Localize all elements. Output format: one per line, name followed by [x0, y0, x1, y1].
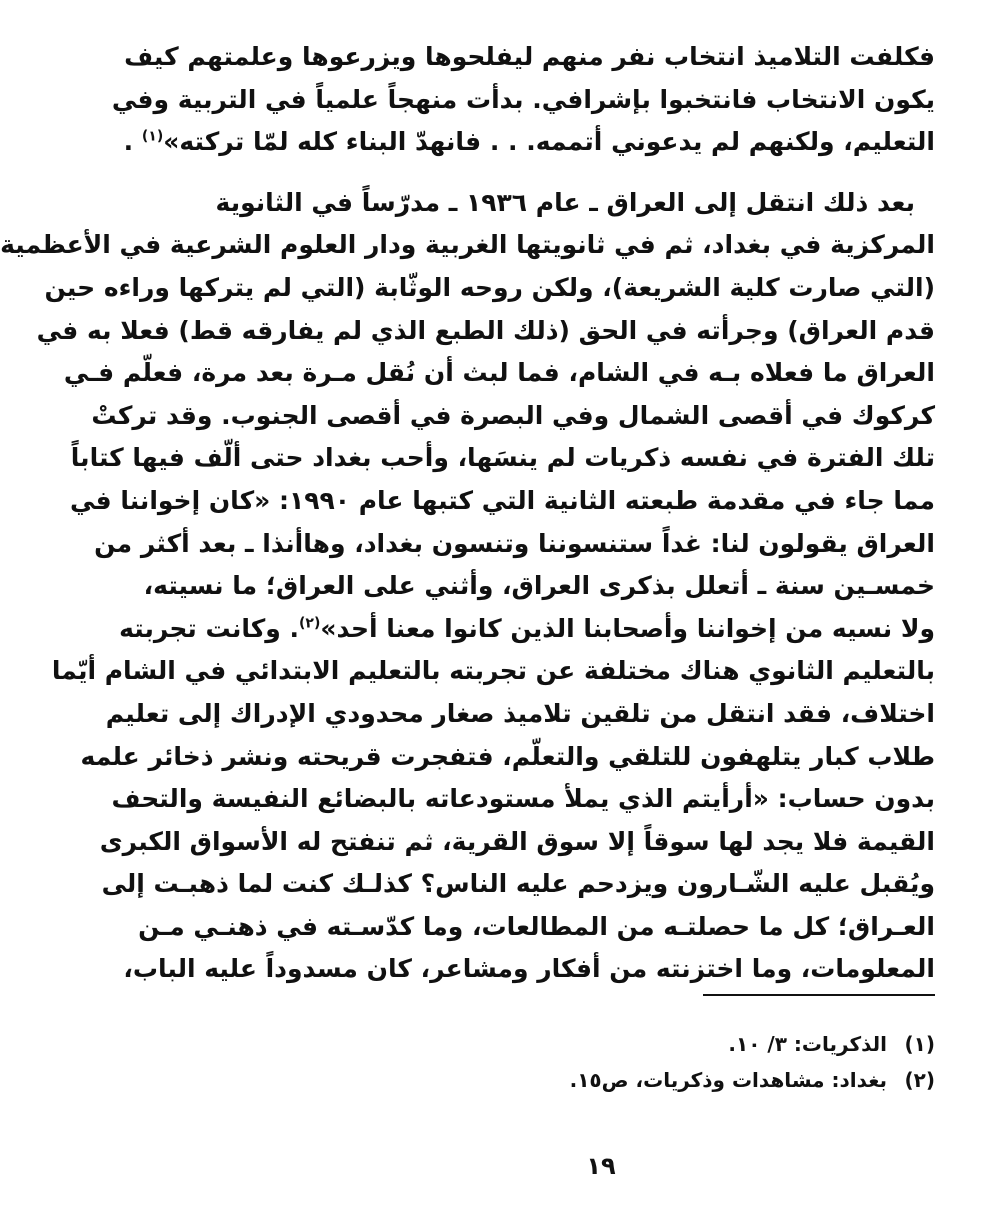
text-line: فكلفت التلاميذ انتخاب نفر منهم ليفلحوها ويزرعوها وعلمتهم كيف: [124, 42, 935, 71]
text-line: المعلومات، وما اختزنته من أفكار ومشاعر، كان مسدوداً عليه الباب،: [123, 954, 935, 984]
text-line: المركزية في بغداد، ثم في ثانويتها الغربية ودار العلوم الشرعية في الأعظمية: [0, 230, 935, 260]
text-line: بعد ذلك انتقل إلى العراق ـ عام ١٩٣٦ ـ مدرّساً في الثانوية: [215, 187, 915, 217]
text-line: تلك الفترة في نفسه ذكريات لم ينسَها، وأحب بغداد حتى ألّف فيها كتاباً: [70, 443, 935, 473]
footnote-number: (١): [904, 1032, 935, 1056]
text-line: العراق ما فعلاه بـه في الشام، فما لبث أن نُقل مـرة بعد مرة، فعلّم فـي: [63, 358, 935, 388]
text-line: بدون حساب: «أرأيتم الذي يملأ مستودعاته بالبضائع النفيسة والتحف: [111, 784, 935, 814]
text-line: مما جاء في مقدمة طبعته الثانية التي كتبها عام ١٩٩٠: «كان إخواننا في: [69, 485, 935, 515]
text-line: قدم العراق) وجرأته في الحق (ذلك الطبع الذي لم يفارقه قط) فعلا به في: [36, 315, 935, 345]
footnote-text: بغداد: مشاهدات وذكريات، ص١٥.: [569, 1068, 887, 1092]
text-line: خمسـين سنة ـ أتعلل بذكرى العراق، وأثني على العراق؛ ما نسيته،: [143, 571, 935, 601]
text-line: [123, 121, 935, 164]
text-line: العراق يقولون لنا: غداً ستنسوننا وتنسون بغداد، وهاأنذا ـ بعد أكثر من: [94, 528, 935, 558]
text-fragment: التعليم، ولكنهم لم يدعوني أتممه. . . فانهدّ البناء كله لمّا تركته»: [163, 127, 935, 157]
paragraph-2: [0, 182, 935, 991]
text-line: القيمة فلا يجد لها سوقاً إلا سوق القرية، ثم تنفتح له الأسواق الكبرى: [99, 826, 935, 856]
text-line: يكون الانتخاب فانتخبوا بإشرافي. بدأت منهجاً علمياً في التربية وفي: [111, 84, 935, 114]
book-page: [0, 36, 935, 1186]
footnote-reference-2[interactable]: (٢): [299, 615, 321, 632]
footnote-number: (٢): [904, 1068, 935, 1092]
text-line: (التي صارت كلية الشريعة)، ولكن روحه الوثّابة (التي لم يتركها وراءه حين: [44, 272, 935, 302]
text-line: كركوك في أقصى الشمال وفي البصرة في أقصى الجنوب. وقد تركتْ: [91, 400, 935, 430]
footnote-2: [267, 1062, 935, 1098]
text-line: ويُقبل عليه الشّـارون ويزدحم عليه الناس؟ كذلـك كنت لما ذهبـت إلى: [101, 869, 935, 899]
text-line: [119, 608, 935, 651]
text-fragment: .: [123, 127, 134, 157]
page-number: ١٩: [586, 1152, 616, 1180]
text-fragment: . وكانت تجربته: [119, 613, 300, 643]
text-line: بالتعليم الثانوي هناك مختلفة عن تجربته بالتعليم الابتدائي في الشام أيّما: [51, 656, 935, 686]
text-line: العـراق؛ كل ما حصلتـه من المطالعات، وما كدّسـته في ذهنـي مـن: [138, 911, 935, 941]
paragraph-1: [111, 36, 935, 164]
footnote-divider: [703, 994, 935, 996]
footnotes: [267, 1026, 935, 1098]
footnote-1: [267, 1026, 935, 1062]
footnote-reference-1[interactable]: (١): [141, 128, 164, 145]
footnote-text: الذكريات: ٣/ ١٠.: [728, 1032, 887, 1056]
text-fragment: ولا نسيه من إخواننا وأصحابنا الذين كانوا معنا أحد»: [320, 613, 935, 643]
text-line: اختلاف، فقد انتقل من تلقين تلاميذ صغار محدودي الإدراك إلى تعليم: [105, 698, 935, 728]
text-line: طلاب كبار يتلهفون للتلقي والتعلّم، فتفجرت قريحته ونشر ذخائر علمه: [80, 741, 935, 771]
